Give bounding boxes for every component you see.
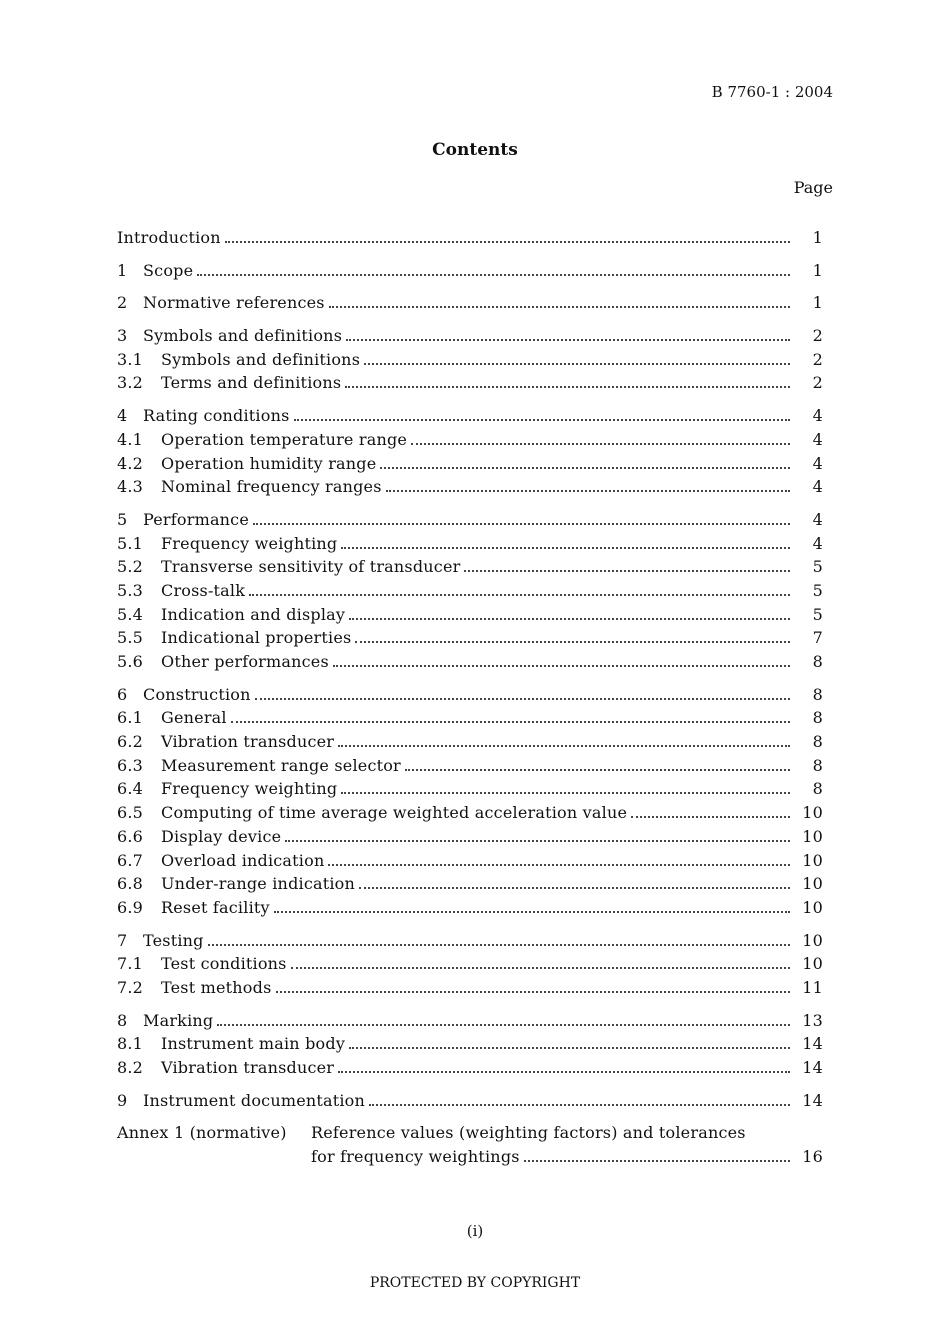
toc-page-number: 10 <box>802 930 823 950</box>
dot-leader <box>208 944 790 946</box>
toc-entry[interactable] <box>117 404 823 428</box>
toc-entry[interactable] <box>117 555 823 579</box>
toc-entry[interactable] <box>117 371 823 395</box>
toc-entry[interactable] <box>117 452 823 476</box>
dot-leader <box>328 864 790 866</box>
toc-page-number: 10 <box>802 874 823 894</box>
toc-section-title: Rating conditions <box>143 406 290 426</box>
toc-section-number: 4.2 <box>117 453 144 473</box>
dot-leader <box>274 911 790 913</box>
toc-page-number: 5 <box>812 580 823 600</box>
dot-leader <box>341 792 790 794</box>
toc-page-number: 14 <box>802 1034 823 1054</box>
toc-section-title: Symbols and definitions <box>143 326 343 346</box>
dot-leader <box>369 1104 790 1106</box>
toc-section-title: Indicational properties <box>161 628 352 648</box>
toc-section-number: 6.2 <box>117 732 144 752</box>
toc-page-number: 10 <box>802 803 823 823</box>
toc-section-title: Test methods <box>161 977 272 997</box>
toc-entry[interactable] <box>117 683 823 707</box>
toc-section-title: Display device <box>161 826 282 846</box>
toc-entry[interactable] <box>117 291 823 315</box>
toc-section-number: 7 <box>117 930 128 950</box>
annex-label: Annex 1 (normative) <box>117 1123 287 1143</box>
toc-page-number: 4 <box>812 406 823 426</box>
toc-page-number: 4 <box>812 533 823 553</box>
dot-leader <box>345 386 790 388</box>
page-column-header: Page <box>793 178 833 197</box>
dot-leader <box>253 523 790 525</box>
toc-entry[interactable] <box>117 872 823 896</box>
toc-entry[interactable] <box>117 896 823 920</box>
toc-page-number: 8 <box>812 755 823 775</box>
page-folio: (i) <box>466 1222 484 1240</box>
toc-section-number: 6.5 <box>117 803 144 823</box>
toc-page-number: 11 <box>802 977 823 997</box>
toc-section-title: Other performances <box>161 652 329 671</box>
toc-section-title: Vibration transducer <box>161 1058 335 1077</box>
dot-leader <box>386 490 790 492</box>
toc-entry[interactable] <box>117 1009 823 1033</box>
dot-leader <box>329 306 790 308</box>
dot-leader <box>355 641 790 643</box>
toc-page-number: 10 <box>802 850 823 870</box>
toc-page-number: 4 <box>812 509 823 529</box>
toc-entry[interactable] <box>117 508 823 532</box>
toc-entry[interactable] <box>117 825 823 849</box>
toc-section-title: Indication and display <box>161 604 346 624</box>
toc-section-title: Introduction <box>117 228 221 247</box>
toc-entry[interactable] <box>117 730 823 754</box>
dot-leader <box>349 618 790 620</box>
toc-page-number: 1 <box>812 260 823 280</box>
toc-entry[interactable] <box>117 929 823 953</box>
toc-page-number: 2 <box>812 326 823 346</box>
toc-section-title: Frequency weighting <box>161 533 338 553</box>
toc-section-number: 8.1 <box>117 1034 144 1054</box>
dot-leader <box>364 363 790 365</box>
toc-section-title: Instrument main body <box>161 1034 346 1054</box>
dot-leader <box>333 665 790 667</box>
toc-section-title: Symbols and definitions <box>161 349 361 369</box>
toc-page-number: 8 <box>812 652 823 671</box>
toc-section-number: 6.8 <box>117 874 144 894</box>
toc-entry[interactable] <box>117 801 823 825</box>
toc-section-title: Under-range indication <box>161 874 356 894</box>
toc-entry[interactable] <box>117 849 823 873</box>
toc-entry[interactable] <box>117 1032 823 1056</box>
toc-page-number: 1 <box>812 228 823 247</box>
toc-section-title: Instrument documentation <box>143 1090 366 1110</box>
toc-section-number: 7.1 <box>117 954 144 974</box>
toc-section-number: 6.1 <box>117 708 144 728</box>
toc-entry[interactable] <box>117 226 823 250</box>
toc-section-title: Scope <box>143 260 194 280</box>
table-of-contents <box>117 226 823 1168</box>
dot-leader <box>524 1160 790 1162</box>
toc-entry[interactable] <box>117 754 823 778</box>
toc-entry[interactable] <box>117 1056 823 1080</box>
dot-leader <box>197 274 790 276</box>
toc-section-number: 6.4 <box>117 779 144 799</box>
toc-section-title: General <box>161 708 227 728</box>
toc-section-number: 3.1 <box>117 349 144 369</box>
dot-leader <box>255 698 790 700</box>
toc-section-number: 6.6 <box>117 826 144 846</box>
page-title: Contents <box>432 140 518 160</box>
toc-entry[interactable] <box>117 259 823 283</box>
dot-leader <box>225 241 790 243</box>
toc-page-number: 10 <box>802 954 823 974</box>
dot-leader <box>359 887 790 889</box>
toc-section-title: Vibration transducer <box>161 732 335 752</box>
toc-entry[interactable] <box>117 976 823 1000</box>
toc-section-number: 8 <box>117 1010 128 1030</box>
toc-page-number: 8 <box>812 708 823 728</box>
toc-section-number: 6 <box>117 684 128 704</box>
toc-entry[interactable] <box>117 603 823 627</box>
toc-section-number: 6.9 <box>117 897 144 917</box>
dot-leader <box>349 1047 790 1049</box>
dot-leader <box>338 1071 790 1073</box>
toc-section-title: Transverse sensitivity of transducer <box>161 557 461 577</box>
toc-page-number: 4 <box>812 453 823 473</box>
toc-section-number: 5.3 <box>117 580 144 600</box>
toc-page-number: 4 <box>812 429 823 449</box>
dot-leader <box>285 840 790 842</box>
toc-section-title: Frequency weighting <box>161 779 338 799</box>
toc-page-number: 7 <box>812 628 823 648</box>
toc-section-title: Computing of time average weighted acceleration value <box>161 803 628 823</box>
toc-entry[interactable] <box>117 532 823 556</box>
toc-entry[interactable] <box>117 777 823 801</box>
toc-page-number: 14 <box>802 1058 823 1077</box>
toc-entry[interactable] <box>117 475 823 499</box>
annex-title-line2: for frequency weightings <box>311 1146 520 1166</box>
toc-section-number: 5.1 <box>117 533 144 553</box>
dot-leader <box>380 467 790 469</box>
toc-section-number: 9 <box>117 1090 128 1110</box>
dot-leader <box>631 816 790 818</box>
toc-page-number: 10 <box>802 897 823 917</box>
dot-leader <box>338 745 790 747</box>
toc-page-number: 2 <box>812 373 823 393</box>
toc-section-title: Cross-talk <box>161 580 246 600</box>
toc-entry[interactable] <box>117 626 823 650</box>
dot-leader <box>341 547 790 549</box>
toc-page-number: 8 <box>812 779 823 799</box>
dot-leader <box>276 991 791 993</box>
toc-section-number: 4.3 <box>117 477 144 497</box>
toc-entry[interactable] <box>117 324 823 348</box>
toc-section-title: Operation temperature range <box>161 429 408 449</box>
toc-section-number: 5.4 <box>117 604 144 624</box>
toc-section-title: Overload indication <box>161 850 325 870</box>
toc-page-number: 8 <box>812 732 823 752</box>
toc-page-number: 5 <box>812 557 823 577</box>
toc-page-number: 2 <box>812 349 823 369</box>
document-id: B 7760-1 : 2004 <box>711 83 833 101</box>
toc-section-title: Terms and definitions <box>161 373 342 393</box>
toc-page-number: 14 <box>802 1090 823 1110</box>
toc-section-title: Performance <box>143 509 250 529</box>
dot-leader <box>231 721 790 723</box>
toc-section-number: 5.5 <box>117 628 144 648</box>
dot-leader <box>464 570 790 572</box>
annex-page-number: 16 <box>802 1146 823 1166</box>
toc-section-number: 3.2 <box>117 373 144 393</box>
toc-entry[interactable] <box>117 579 823 603</box>
toc-section-title: Test conditions <box>161 954 287 974</box>
dot-leader <box>411 443 790 445</box>
toc-annex-entry[interactable] <box>117 1121 823 1168</box>
toc-section-number: 5.2 <box>117 557 144 577</box>
toc-section-title: Normative references <box>143 293 325 313</box>
dot-leader <box>405 769 790 771</box>
dot-leader <box>291 967 790 969</box>
toc-section-number: 6.7 <box>117 850 144 870</box>
toc-section-number: 5 <box>117 509 128 529</box>
dot-leader <box>346 339 790 341</box>
dot-leader <box>217 1024 790 1026</box>
dot-leader <box>249 594 790 596</box>
toc-section-number: 1 <box>117 260 128 280</box>
toc-page-number: 8 <box>812 684 823 704</box>
toc-page-number: 4 <box>812 477 823 497</box>
dot-leader <box>294 419 791 421</box>
toc-entry[interactable] <box>117 706 823 730</box>
toc-section-number: 7.2 <box>117 977 144 997</box>
toc-section-number: 5.6 <box>117 652 144 671</box>
toc-section-title: Measurement range selector <box>161 755 401 775</box>
toc-section-title: Reset facility <box>161 897 270 917</box>
copyright-notice: PROTECTED BY COPYRIGHT <box>369 1275 581 1291</box>
toc-section-number: 8.2 <box>117 1058 144 1077</box>
toc-section-number: 4 <box>117 406 128 426</box>
toc-page-number: 1 <box>812 293 823 313</box>
toc-entry[interactable] <box>117 348 823 372</box>
annex-title-line1: Reference values (weighting factors) and tolerances <box>311 1123 746 1143</box>
toc-entry[interactable] <box>117 1089 823 1113</box>
toc-section-number: 6.3 <box>117 755 144 775</box>
toc-section-title: Nominal frequency ranges <box>161 477 382 497</box>
toc-page-number: 13 <box>802 1010 823 1030</box>
toc-page-number: 5 <box>812 604 823 624</box>
toc-section-title: Operation humidity range <box>161 453 377 473</box>
toc-section-title: Construction <box>143 684 251 704</box>
toc-entry[interactable] <box>117 650 823 674</box>
toc-section-number: 2 <box>117 293 128 313</box>
toc-section-title: Testing <box>143 930 204 950</box>
toc-entry[interactable] <box>117 952 823 976</box>
toc-entry[interactable] <box>117 428 823 452</box>
toc-page-number: 10 <box>802 826 823 846</box>
toc-section-number: 3 <box>117 326 128 346</box>
toc-section-title: Marking <box>143 1010 214 1030</box>
toc-section-number: 4.1 <box>117 429 144 449</box>
